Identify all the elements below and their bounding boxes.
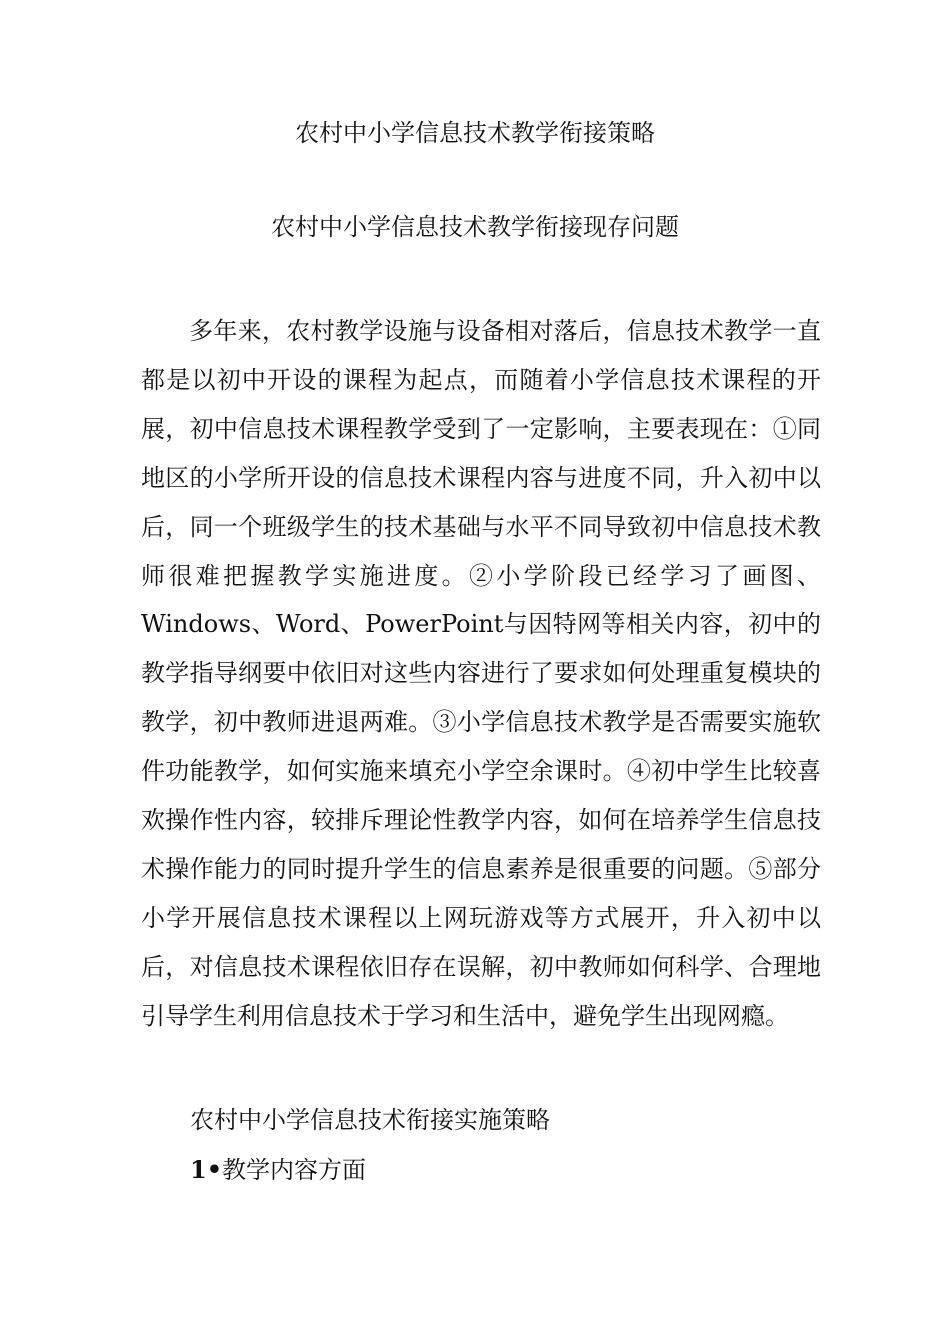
- subsection-title: 教学内容方面: [222, 1156, 367, 1184]
- subsection-number: 1•: [190, 1155, 223, 1184]
- document-subtitle: 农村中小学信息技术教学衔接现存问题: [271, 213, 679, 241]
- document-title: 农村中小学信息技术教学衔接策略: [295, 119, 655, 147]
- subsection-heading: [190, 1155, 366, 1185]
- section-heading: 农村中小学信息技术衔接实施策略: [190, 1106, 550, 1134]
- body-paragraph: 多年来，农村教学设施与设备相对落后，信息技术教学一直都是以初中开设的课程为起点，而随着小学信息技术课程的开展，初中信息技术课程教学受到了一定影响，主要表现在：①同地区的小学所开设的信息技术课程内容与进度不同，升入初中以后，同一个班级学生的技术基础与水平不同导致初中信息技术教师很难把握教学实施进度。②小学阶段已经学习了画图、Windows、Word、PowerPoint与因特网等相关内容，初中的教学指导纲要中依旧对这些内容进行了要求如何处理重复模块的教学，初中教师进退两难。③小学信息技术教学是否需要实施软件功能教学，如何实施来填充小学空余课时。④初中学生比较喜欢操作性内容，较排斥理论性教学内容，如何在培养学生信息技术操作能力的同时提升学生的信息素养是很重要的问题。⑤部分小学开展信息技术课程以上网玩游戏等方式展开，升入初中以后，对信息技术课程依旧存在误解，初中教师如何科学、合理地引导学生利用信息技术于学习和生活中，避免学生出现网瘾。: [141, 317, 821, 1030]
